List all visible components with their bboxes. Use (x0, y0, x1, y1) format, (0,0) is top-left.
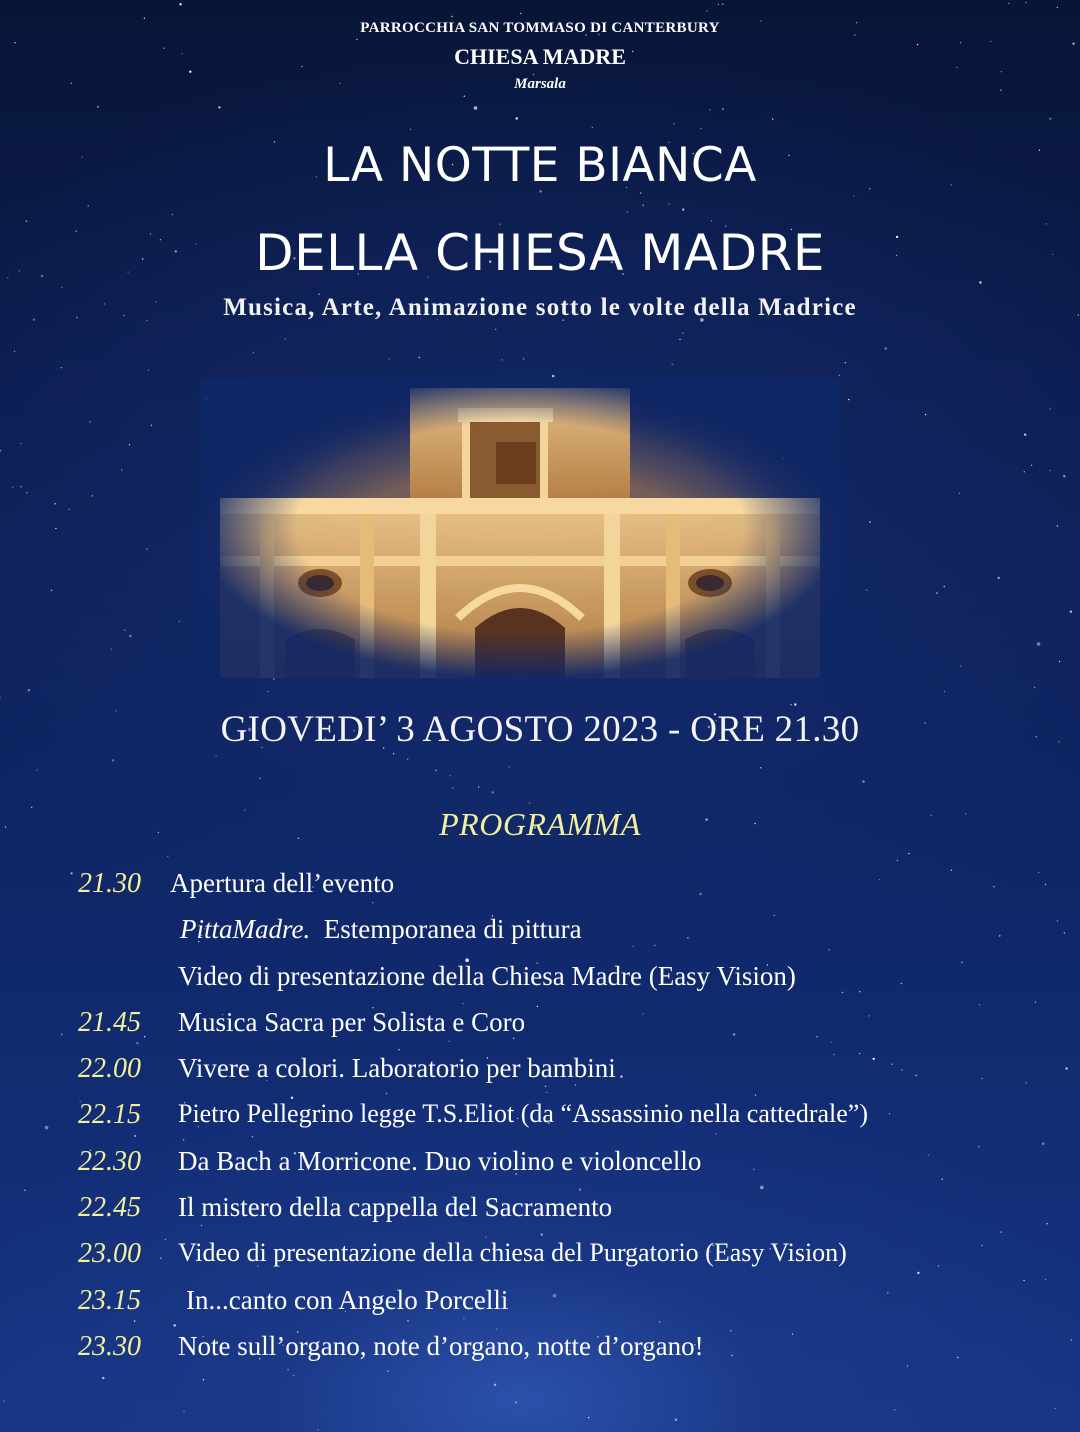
program-time: 21.30 (78, 868, 141, 899)
program-time: 22.00 (78, 1053, 141, 1084)
program-activity: Il mistero della cappella del Sacramento (178, 1192, 613, 1222)
program-activity: In...canto con Angelo Porcelli (186, 1285, 509, 1315)
program-activity: Da Bach a Morricone. Duo violino e violoncello (178, 1146, 702, 1176)
program-item (0, 1285, 1080, 1325)
event-date: GIOVEDI’ 3 AGOSTO 2023 - ORE 21.30 (220, 709, 860, 750)
program-time: 22.45 (78, 1192, 141, 1223)
program-item (0, 1007, 1080, 1047)
program-item (0, 1099, 1080, 1139)
program-activity-highlight: PittaMadre. (180, 914, 311, 944)
program-time: 23.15 (78, 1285, 141, 1316)
program-item (0, 914, 1080, 954)
program-time: 22.15 (78, 1099, 141, 1130)
program-activity: Estemporanea di pittura (323, 914, 582, 944)
program-activity: Pietro Pellegrino legge T.S.Eliot (da “Assassinio nella cattedrale”) (178, 1099, 869, 1128)
city-name: Marsala (514, 76, 566, 92)
event-title-line1: LA NOTTE BIANCA (323, 138, 757, 193)
program-item (0, 1053, 1080, 1093)
program-activity: Video di presentazione della chiesa del Purgatorio (Easy Vision) (178, 1238, 847, 1267)
church-name: CHIESA MADRE (454, 44, 626, 69)
program-activity: Note sull’organo, note d’organo, notte d’organo! (178, 1331, 704, 1361)
program-item (0, 1192, 1080, 1232)
event-subtitle: Musica, Arte, Animazione sotto le volte della Madrice (223, 294, 857, 321)
program-activity: Apertura dell’evento (170, 868, 395, 898)
program-item (0, 868, 1080, 908)
program-item (0, 961, 1080, 1001)
program-time: 21.45 (78, 1007, 141, 1038)
program-activity: Video di presentazione della Chiesa Madre (Easy Vision) (178, 961, 796, 991)
program-item (0, 1331, 1080, 1371)
program-time: 22.30 (78, 1146, 141, 1177)
program-item (0, 1146, 1080, 1186)
program-activity: Vivere a colori. Laboratorio per bambini (178, 1053, 616, 1083)
program-item (0, 1238, 1080, 1278)
event-title-line2: DELLA CHIESA MADRE (255, 224, 825, 282)
program-time: 23.00 (78, 1238, 141, 1269)
program-activity: Musica Sacra per Solista e Coro (178, 1007, 526, 1037)
program-heading: PROGRAMMA (439, 806, 641, 842)
parish-name: PARROCCHIA SAN TOMMASO DI CANTERBURY (360, 20, 720, 36)
program-time: 23.30 (78, 1331, 141, 1362)
